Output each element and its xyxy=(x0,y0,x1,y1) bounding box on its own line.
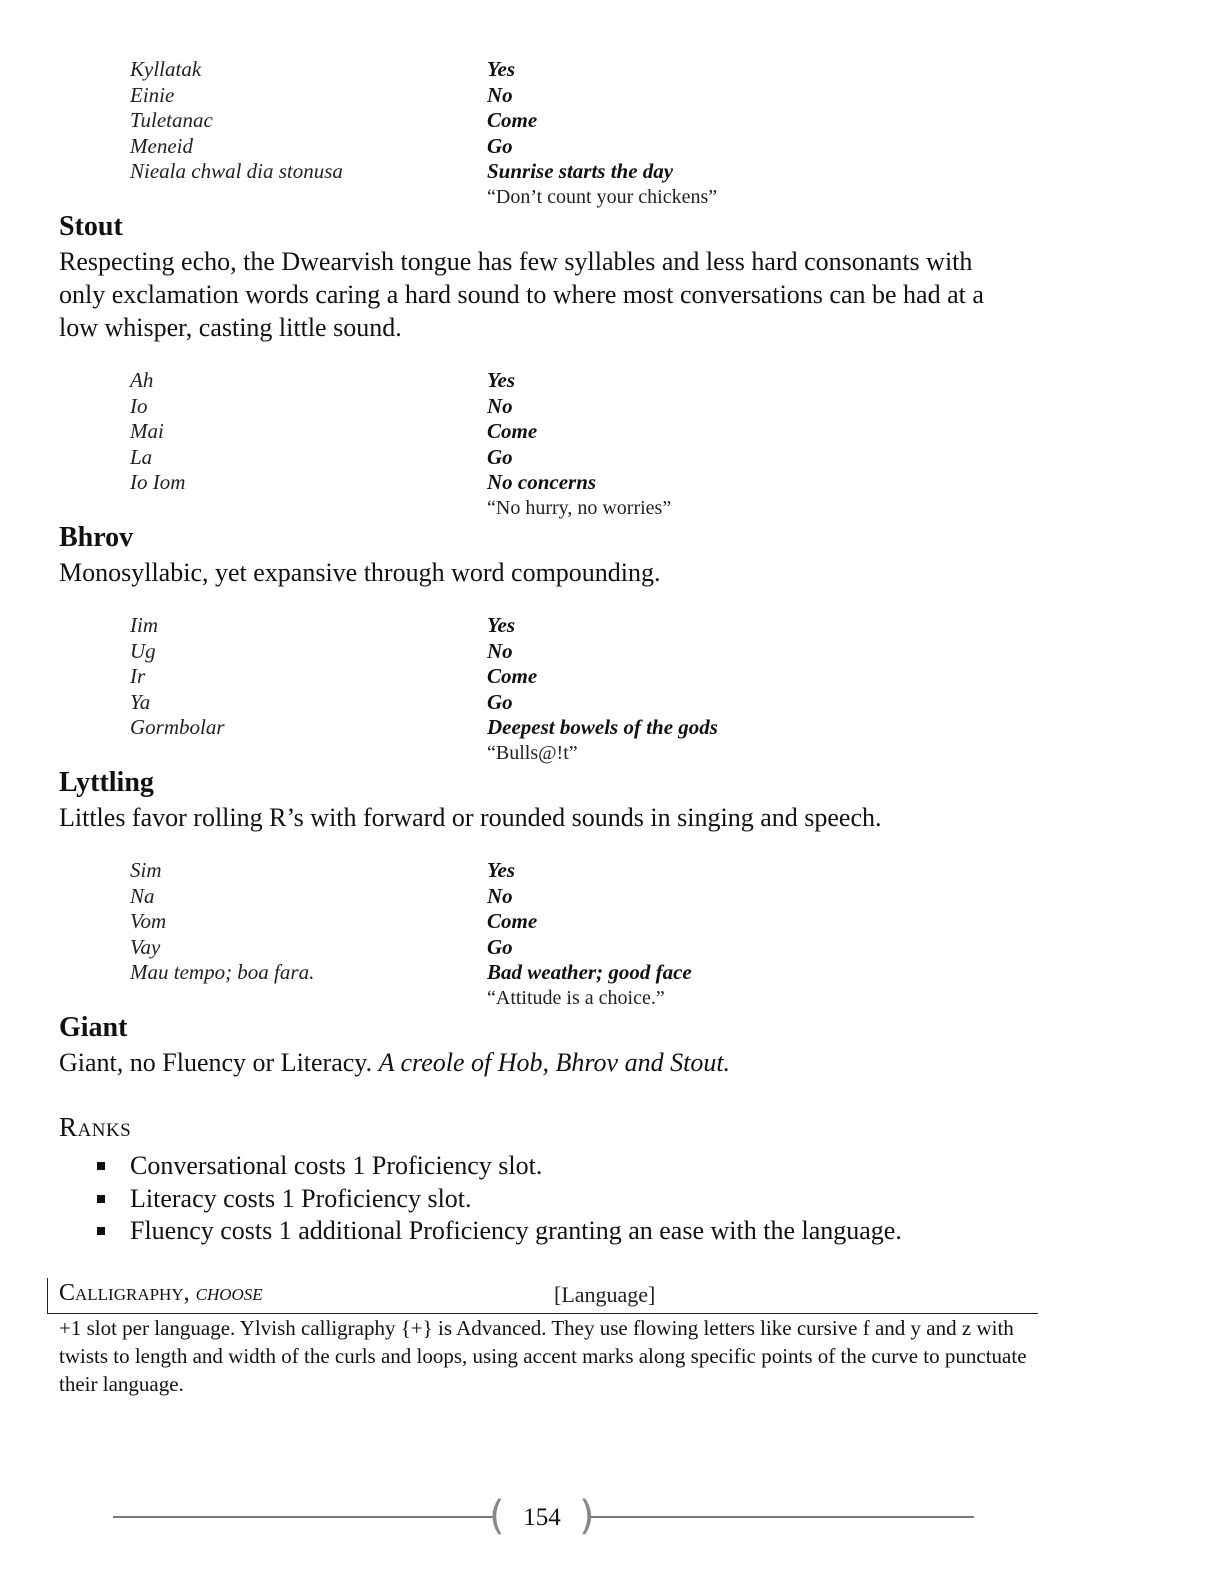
glossary-row xyxy=(130,108,830,134)
glossary-term: Ug xyxy=(130,638,156,663)
glossary-term: Vom xyxy=(130,909,167,933)
glossary-note: “Attitude is a choice.” xyxy=(487,986,665,1009)
glossary-note: “Don’t count your chickens” xyxy=(487,185,718,208)
glossary-meaning: Yes xyxy=(487,858,515,882)
glossary-row xyxy=(130,83,830,109)
glossary-meaning: Come xyxy=(487,664,538,688)
ranks-heading: Ranks xyxy=(59,1112,132,1142)
calligraphy-header xyxy=(47,1278,1038,1314)
calligraphy-title-text: Calligraphy, xyxy=(59,1280,190,1306)
square-bullet-icon xyxy=(97,1162,105,1170)
glossary-note-row xyxy=(130,185,830,211)
giant-description-italic: A creole of Hob, Bhrov and Stout. xyxy=(378,1048,731,1077)
calligraphy-tag: [Language] xyxy=(554,1282,656,1307)
glossary-lyttling xyxy=(130,858,830,1011)
glossary-meaning: No xyxy=(487,82,513,107)
glossary-bhrov xyxy=(130,613,830,766)
ranks-list-item xyxy=(95,1150,902,1183)
glossary-row xyxy=(130,445,830,471)
glossary-row xyxy=(130,935,830,961)
glossary-note: “Bulls@!t” xyxy=(487,741,578,764)
ranks-list-item xyxy=(95,1215,902,1248)
section-description-stout: Respecting echo, the Dwearvish tongue has few syllables and less hard consonants with only exclamation words caring a hard sound to where most conversations can be had at a low whisper, casting little sound. xyxy=(59,247,984,342)
glossary-row xyxy=(130,690,830,716)
glossary-meaning: Come xyxy=(487,419,538,443)
left-bracket-icon: ( xyxy=(489,1493,505,1539)
glossary-row xyxy=(130,419,830,445)
square-bullet-icon xyxy=(97,1227,105,1235)
giant-description-text: Giant, no Fluency or Literacy. xyxy=(59,1048,373,1077)
section-heading-stout: Stout xyxy=(59,211,123,242)
glossary-term: Sim xyxy=(130,858,162,882)
glossary-meaning: Come xyxy=(487,108,538,132)
glossary-row xyxy=(130,134,830,160)
glossary-term: Vay xyxy=(130,934,161,959)
glossary-meaning: Sunrise starts the day xyxy=(487,159,674,183)
glossary-term: Gormbolar xyxy=(130,715,225,739)
glossary-meaning: No xyxy=(487,883,513,908)
glossary-meaning: Yes xyxy=(487,613,515,637)
section-description-bhrov: Monosyllabic, yet expansive through word compounding. xyxy=(59,558,661,587)
page-number-block xyxy=(489,1493,595,1539)
section-heading-lyttling: Lyttling xyxy=(59,767,154,798)
glossary-row xyxy=(130,639,830,665)
glossary-meaning: Go xyxy=(487,444,513,469)
glossary-row xyxy=(130,884,830,910)
ranks-item-text: Conversational costs 1 Proficiency slot. xyxy=(130,1151,543,1180)
glossary-row xyxy=(130,858,830,884)
glossary-meaning: Go xyxy=(487,133,513,158)
glossary-meaning: Go xyxy=(487,689,513,714)
glossary-ylvish xyxy=(130,57,830,210)
glossary-term: Iim xyxy=(130,613,158,637)
glossary-row xyxy=(130,715,830,741)
glossary-term: Nieala chwal dia stonusa xyxy=(130,159,343,183)
right-bracket-icon: ) xyxy=(579,1493,595,1539)
glossary-meaning: No xyxy=(487,393,513,418)
glossary-term: Mai xyxy=(130,419,164,443)
footer-rule-right xyxy=(590,1516,974,1518)
glossary-note-row xyxy=(130,741,830,767)
glossary-term: Io Iom xyxy=(130,470,186,494)
glossary-term: Ya xyxy=(130,689,151,714)
glossary-term: La xyxy=(130,444,153,469)
page-number: 154 xyxy=(523,1504,561,1531)
glossary-meaning: No xyxy=(487,638,513,663)
footer-rule-left xyxy=(113,1516,495,1518)
calligraphy-title xyxy=(59,1280,263,1307)
glossary-note-row xyxy=(130,986,830,1012)
ranks-list xyxy=(95,1150,902,1248)
glossary-term: Ah xyxy=(130,368,154,392)
section-heading-bhrov: Bhrov xyxy=(59,522,134,553)
glossary-term: Na xyxy=(130,883,155,908)
glossary-row xyxy=(130,159,830,185)
section-description-giant xyxy=(59,1046,999,1079)
glossary-meaning: Yes xyxy=(487,368,515,392)
glossary-meaning: Go xyxy=(487,934,513,959)
section-description-lyttling: Littles favor rolling R’s with forward or rounded sounds in singing and speech. xyxy=(59,803,882,832)
glossary-note: “No hurry, no worries” xyxy=(487,496,672,519)
calligraphy-title-italic: choose xyxy=(195,1280,263,1306)
glossary-row xyxy=(130,664,830,690)
glossary-row xyxy=(130,909,830,935)
glossary-row xyxy=(130,368,830,394)
glossary-row xyxy=(130,960,830,986)
glossary-term: Kyllatak xyxy=(130,57,202,81)
glossary-term: Tuletanac xyxy=(130,108,213,132)
glossary-term: Mau tempo; boa fara. xyxy=(130,960,315,984)
square-bullet-icon xyxy=(97,1195,105,1203)
glossary-row xyxy=(130,57,830,83)
ranks-item-text: Literacy costs 1 Proficiency slot. xyxy=(130,1183,472,1213)
glossary-meaning: No concerns xyxy=(487,470,597,494)
glossary-note-row xyxy=(130,496,830,522)
calligraphy-body: +1 slot per language. Ylvish calligraphy {+} is Advanced. They use flowing letters like cursive f and y and z with twists to length and width of the curls and loops, using accent marks along specific points of the curve to punctuate their language. xyxy=(59,1316,1027,1396)
glossary-meaning: Bad weather; good face xyxy=(487,960,692,984)
glossary-row xyxy=(130,394,830,420)
glossary-term: Meneid xyxy=(130,133,193,158)
glossary-meaning: Come xyxy=(487,909,538,933)
glossary-meaning: Yes xyxy=(487,57,515,81)
glossary-row xyxy=(130,470,830,496)
glossary-row xyxy=(130,613,830,639)
glossary-meaning: Deepest bowels of the gods xyxy=(487,715,718,739)
glossary-term: Io xyxy=(130,393,148,418)
glossary-term: Einie xyxy=(130,82,175,107)
ranks-list-item xyxy=(95,1183,902,1216)
ranks-item-text: Fluency costs 1 additional Proficiency granting an ease with the language. xyxy=(130,1216,902,1245)
glossary-term: Ir xyxy=(130,664,146,688)
section-heading-giant: Giant xyxy=(59,1012,128,1043)
glossary-stout xyxy=(130,368,830,521)
